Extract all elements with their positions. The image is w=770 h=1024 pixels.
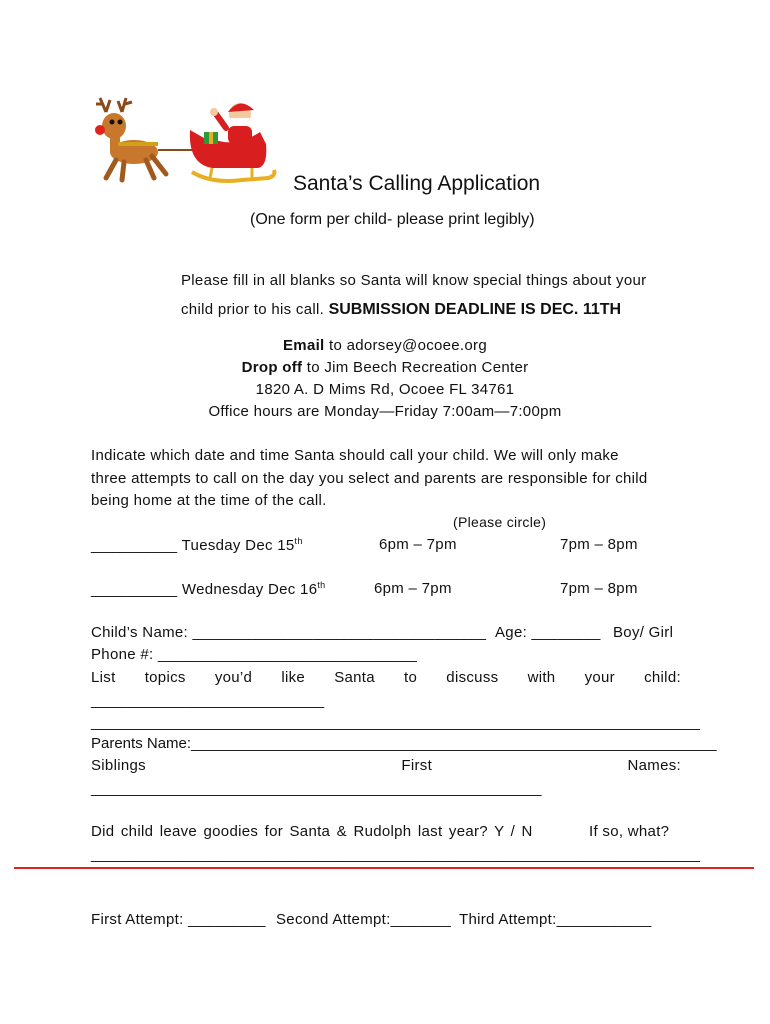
topics-word: topics — [144, 669, 186, 686]
instructions-line-3: being home at the time of the call. — [91, 492, 327, 509]
page-subtitle: (One form per child- please print legibly) — [250, 211, 535, 228]
time-slot-tue-6pm[interactable]: 6pm – 7pm — [379, 536, 457, 553]
instructions-line-1: Indicate which date and time Santa should call your child. We will only make — [91, 447, 619, 464]
age-field[interactable]: Age: ________ — [495, 624, 601, 641]
topics-word: your — [584, 669, 615, 686]
intro-line-1: Please fill in all blanks so Santa will know special things about your — [181, 272, 647, 289]
time-slot-wed-7pm[interactable]: 7pm – 8pm — [560, 580, 638, 597]
siblings-prompt — [91, 757, 681, 774]
topics-word: discuss — [446, 669, 499, 686]
siblings-word: Names: — [627, 757, 681, 774]
topics-word: List — [91, 669, 116, 686]
date-option-tuesday[interactable] — [91, 536, 303, 554]
date-suffix: th — [317, 580, 326, 590]
third-attempt-field[interactable]: Third Attempt:___________ — [459, 911, 652, 928]
parents-name-field[interactable]: Parents Name:_______________________________________________________________ — [91, 735, 717, 752]
date-option-wednesday[interactable] — [91, 580, 325, 598]
office-hours: Office hours are Monday—Friday 7:00am—7:00pm — [208, 403, 562, 420]
second-attempt-field[interactable]: Second Attempt:_______ — [276, 911, 452, 928]
red-divider — [14, 867, 754, 869]
topics-word: child: — [644, 669, 681, 686]
topics-word: you’d — [214, 669, 253, 686]
time-slot-wed-6pm[interactable]: 6pm – 7pm — [374, 580, 452, 597]
siblings-word: First — [401, 757, 433, 774]
siblings-word: Siblings — [91, 757, 146, 774]
dropoff-line — [0, 359, 770, 376]
topics-word: to — [404, 669, 418, 686]
topics-word: with — [527, 669, 556, 686]
email-label: Email — [283, 337, 325, 354]
topics-word: Santa — [334, 669, 375, 686]
first-attempt-field[interactable]: First Attempt: _________ — [91, 911, 266, 928]
intro-text: child prior to his call. — [181, 301, 325, 318]
topics-word: like — [281, 669, 306, 686]
child-name-field[interactable]: Child’s Name: __________________________________ — [91, 624, 487, 641]
dropoff-text: to Jim Beech Recreation Center — [302, 359, 529, 376]
goodies-blank[interactable]: _________________________________________________________________________ — [91, 846, 700, 863]
email-line — [0, 337, 770, 354]
topics-blank-1[interactable]: ___________________________ — [91, 692, 325, 709]
siblings-blank[interactable]: ______________________________________________________ — [91, 780, 542, 797]
page-title: Santa’s Calling Application — [293, 172, 541, 195]
goodies-followup: If so, what? — [589, 823, 670, 840]
date-label: Wednesday Dec 16 — [181, 581, 318, 598]
topics-blank-2[interactable]: _________________________________________________________________________ — [91, 714, 700, 731]
please-circle-label: (Please circle) — [453, 514, 547, 530]
boy-girl-option[interactable]: Boy/ Girl — [613, 624, 674, 641]
address-line: 1820 A. D Mims Rd, Ocoee FL 34761 — [255, 381, 515, 398]
date-blank: __________ — [91, 581, 178, 598]
intro-line-2 — [181, 301, 621, 319]
dropoff-label: Drop off — [241, 359, 303, 376]
instructions-line-2: three attempts to call on the day you select and parents are responsible for child — [91, 470, 648, 487]
santa-sleigh-reindeer-icon — [92, 92, 278, 192]
date-label: Tuesday Dec 15 — [181, 537, 295, 554]
email-text: to adorsey@ocoee.org — [324, 337, 487, 354]
time-slot-tue-7pm[interactable]: 7pm – 8pm — [560, 536, 638, 553]
submission-deadline: SUBMISSION DEADLINE IS DEC. 11TH — [328, 301, 622, 318]
date-blank: __________ — [91, 537, 178, 554]
goodies-question: Did child leave goodies for Santa & Rudolph last year? Y / N — [91, 823, 533, 840]
topics-prompt — [91, 669, 681, 686]
phone-field[interactable]: Phone #: ______________________________ — [91, 646, 418, 663]
date-suffix: th — [294, 536, 303, 546]
